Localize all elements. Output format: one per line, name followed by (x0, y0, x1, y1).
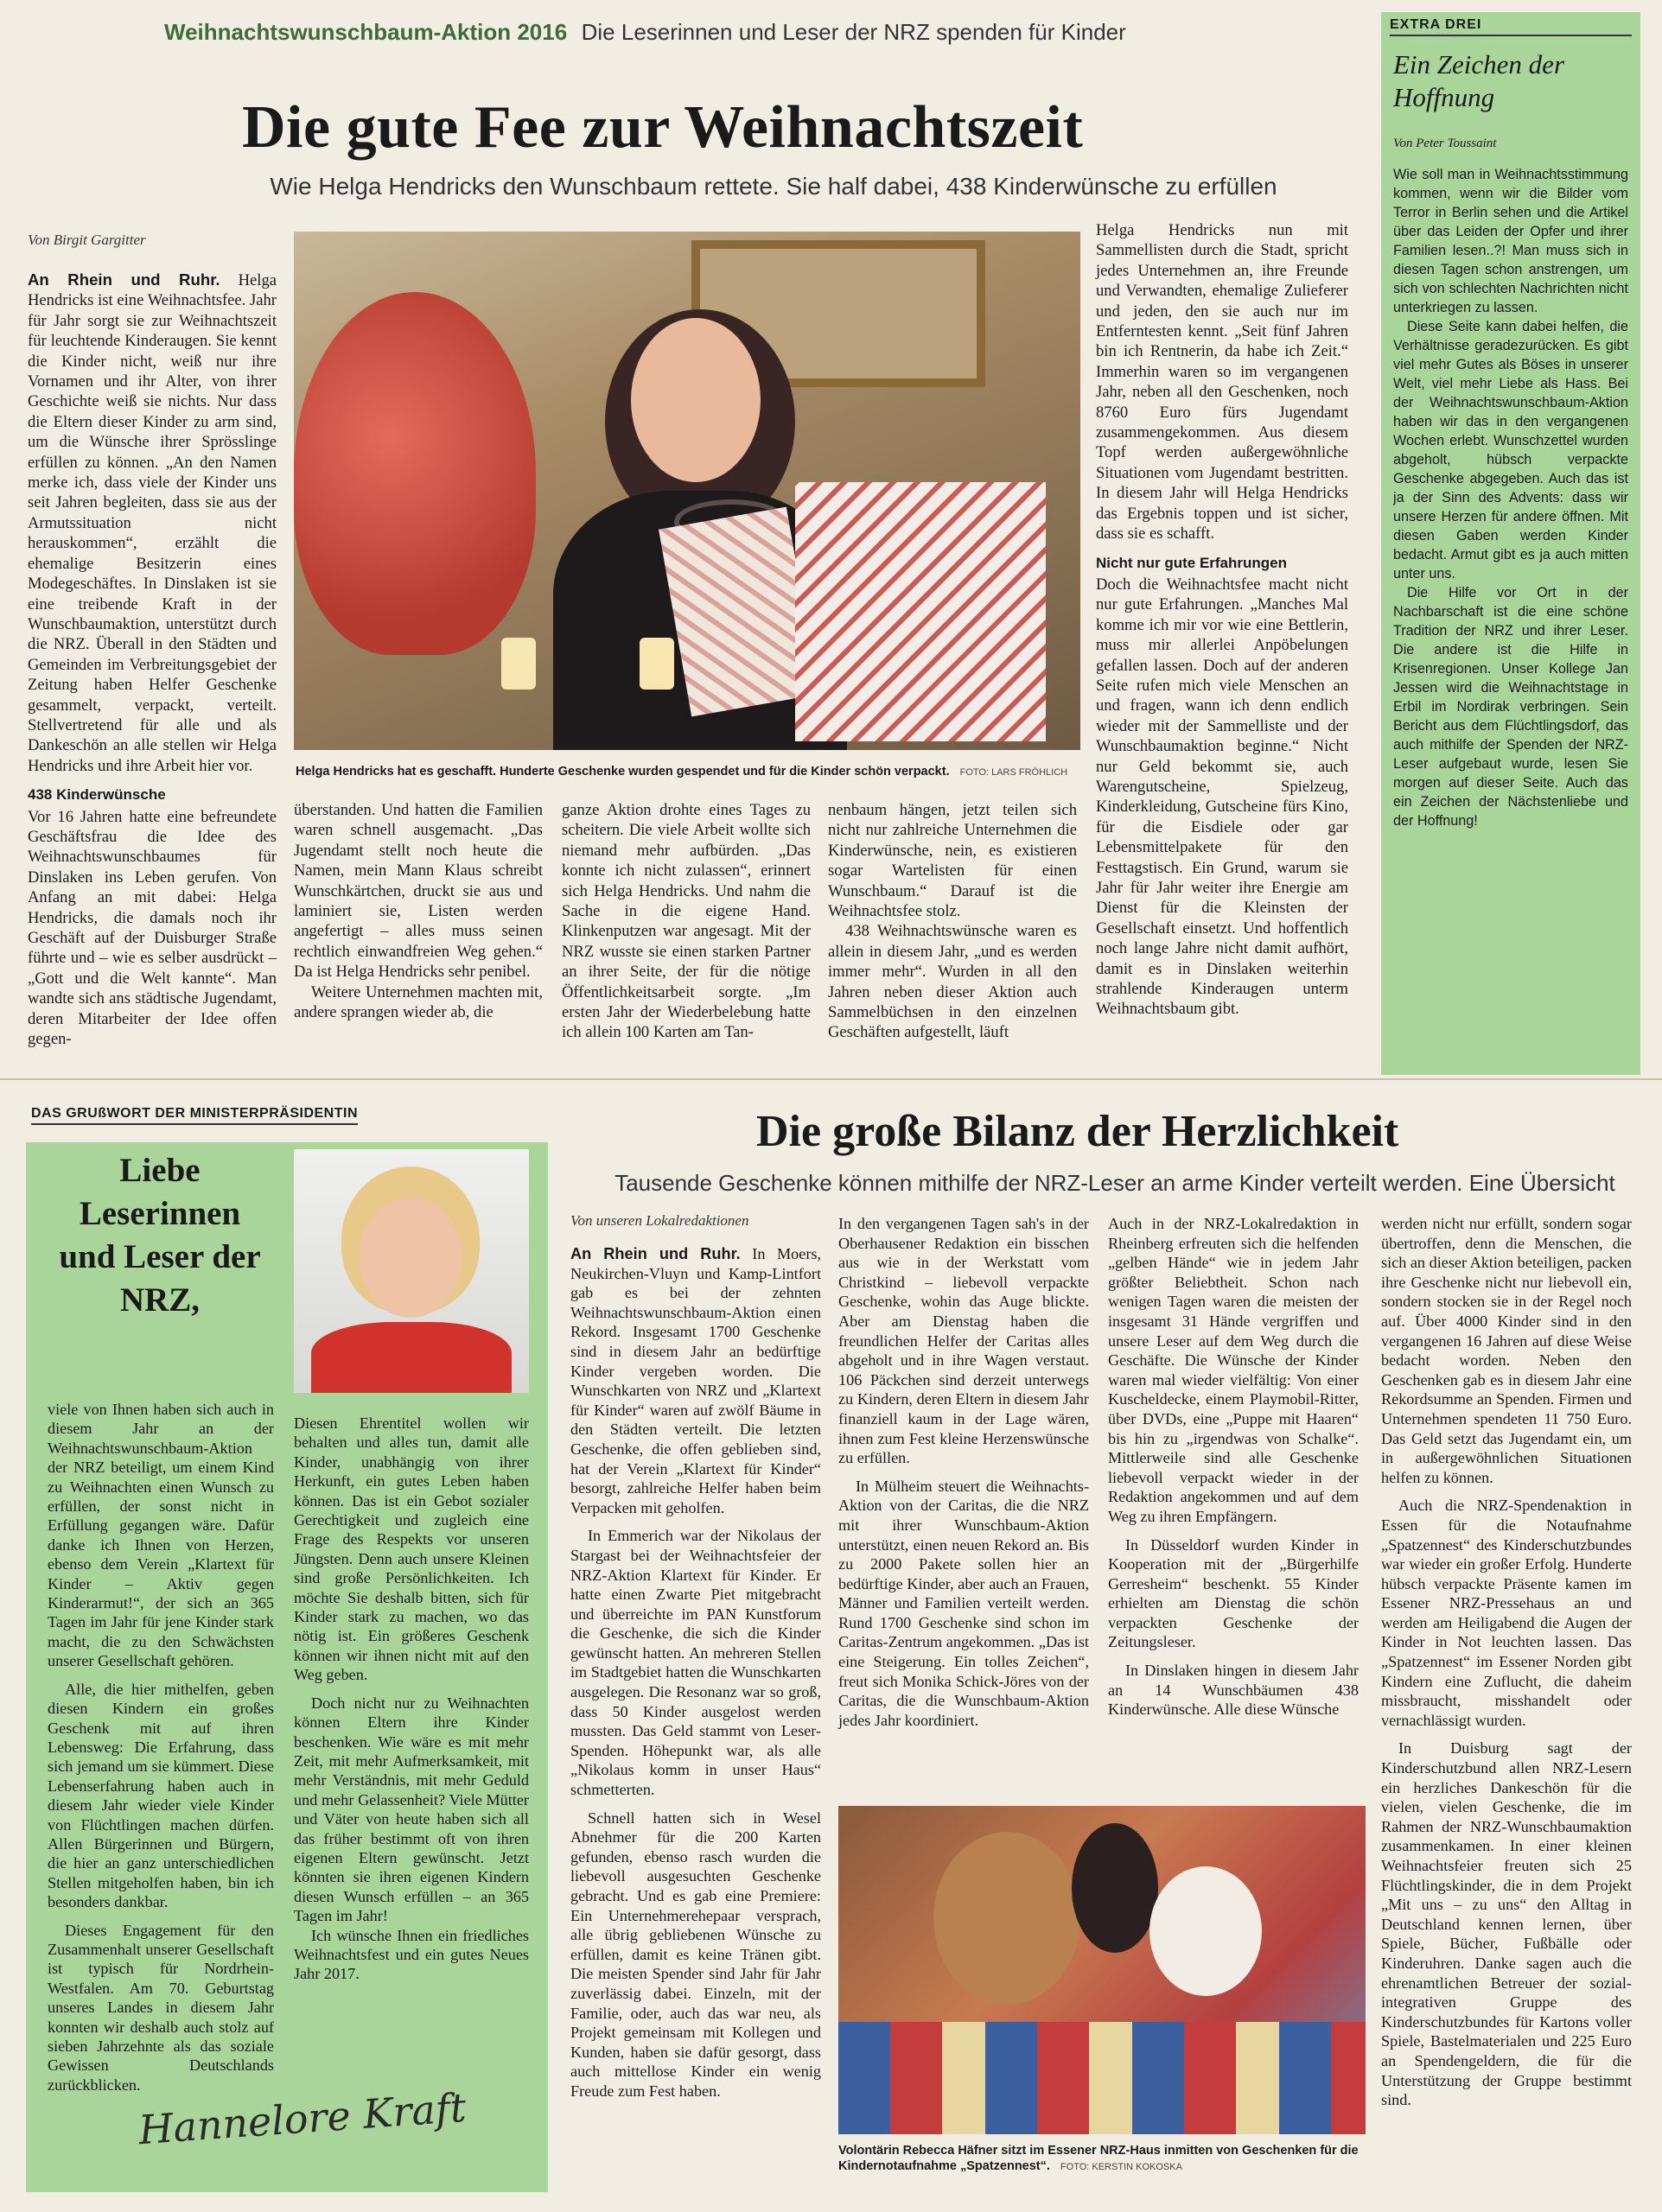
top-col2-text: überstanden. Und hatten die Familien waren schnell ausgemacht. „Das Jugendamt stellt noch heute die Namen, mein Mann Klaus schreibt Wunschkärtchen, druckt sie aus und laminiert sie, Listen werden angefertigt – alles muss seinen rechtlich einwandfreien Weg gehen.“ Da ist Helga Hendricks sehr penibel. (294, 801, 543, 982)
top-photo-caption (296, 765, 1082, 779)
top-col1-text2: Vor 16 Jahren hatte eine befreundete Geschäftsfrau die Idee des Weihnachtswunschbaumes für Dinslaken ins Leben gerufen. Von Anfang an mit dabei: Helga Hendricks, die damals noch ihr Geschäft auf der Duisburger Straße führte und – wie es selber ausdrückt – „Gott und die Welt kannte“. Man wandte sich ans städtische Jugendamt, deren Mitarbeiter der Idee offen gegen- (28, 807, 277, 1049)
extra-drei-text2: Diese Seite kann dabei helfen, die Verhältnisse geradezurücken. Es gibt viel mehr Gutes als Böses in unserer Welt, viel mehr Liebe als Hass. Bei der Weihnachtswunschbaum-Aktion haben wir das in den vergangenen Wochen erlebt. Wunschzettel wurden abgeholt, hübsch verpackte Geschenke abgegeben. Auch das ist ja der Sinn des Advents: dass wir unsere Herzen für andere öffnen. Mit diesen Gaben werden Kinder bedacht. Armut gibt es ja auch mitten unter uns. (1393, 319, 1628, 582)
bottom-headline: Die große Bilanz der Herzlichkeit (756, 1107, 1399, 1156)
bottom-photo-caption-text: Volontärin Rebecca Häfner sitzt im Essener NRZ-Haus inmitten von Geschenken für die Kindernotaufnahme „Spatzennest“. (838, 2144, 1359, 2173)
bottom-col1-lead: An Rhein und Ruhr. (570, 1245, 741, 1262)
bottom-col-2 (838, 1214, 1089, 1730)
bottom-col3-text2: In Düsseldorf wurden Kinder in Kooperation mit der „Bürgerhilfe Gerresheim“ beschenkt. 55 Kinder erhielten am Dienstag die schön verpackten Geschenke der Zeitungsleser. (1108, 1535, 1359, 1651)
top-col1-text: Helga Hendricks ist eine Weihnachtsfee. Jahr für Jahr sorgt sie zur Weihnachtszeit für leuchtende Kinderaugen. Sie kennt die Kinder nicht, weiß nur ihre Vornamen und ihr Alter, von ihrer Geschichte weiß sie nichts. Nur dass die Eltern dieser Kinder zu arm sind, um die Wünsche ihrer Sprösslinge erfüllen zu können. „An den Namen merke ich, dass viele der Kinder uns seit Jahren begleiten, dass sie aus der Armutssituation nicht herauskommen“, erzählt die ehemalige Besitzerin eines Modegeschäftes. In Dinslaken ist sie eine treibende Kraft in der Wunschbaumaktion, unterstützt durch die NRZ. Überall in den Städten und Gemeinden im Verbreitungsgebiet der Zeitung haben Helfer Geschenke gesammelt, verpackt, verteilt. Stellvertretend für alle und als Dankeschön an alle stellen wir Helga Hendricks und ihre Arbeit hier vor. (28, 271, 277, 775)
bottom-col4-text: werden nicht nur erfüllt, sondern sogar übertroffen, denn die Menschen, die sich an dieser Aktion beteiligen, packen ihre Geschenke nicht nur liebevoll ein, sondern stocken sie in der Regel noch auf. Über 4000 Kinder sind in den vergangenen 16 Jahren auf diese Weise bedacht worden. Neben den Geschenken gab es in diesem Jahr eine Rekordsumme an Spenden. Firmen und Unternehmen spendeten 11 750 Euro. Das Geld setzt das Jugendamt ein, um in außergewöhnlichen Situationen helfen zu können. (1381, 1215, 1632, 1486)
bottom-col-1 (570, 1244, 821, 2101)
top-col5-text2: Doch die Weihnachtsfee macht nicht nur gute Erfahrungen. „Manches Mal komme ich mir vor wie eine Bettlerin, muss mir allerlei Anpöbelungen gefallen lassen. Doch auf der anderen Seite rufen mich viele Menschen an und fragen, wann ich denn endlich wieder mit der Sammelliste und der Wunschbaumaktion beginne.“ Nicht nur Geld bekommt sie, auch Warengutscheine, Spielzeug, Kinderkleidung, Gutscheine fürs Kino, für die Eisdiele oder gar Lebensmittelpakete für den Festtagstisch. Ein Grund, warum sie Jahr für Jahr weiter ihre Energie am Dienst für die Kleinsten der Gesellschaft einsetzt. Und hoffentlich noch lange Jahre nicht damit aufhört, damit es in Dinslaken weiterhin strahlende Kinderaugen unterm Weihnachtsbaum gibt. (1096, 575, 1348, 1019)
bottom-col1-text3: Schnell hatten sich in Wesel Abnehmer für die 200 Karten gefunden, ebenso rasch wurden die liebevoll ausgesuchten Geschenke gebracht. Und es gab eine Premiere: Ein Unternehmerehepaar versprach, alle übrig gebliebenen Wünsche zu erfüllen, damit es keine Tränen gibt. Die meisten Spender sind Jahr für Jahr zuverlässig dabei. Einzeln, mit der Familie, oder, auch das war neu, als Projekt gemeinsam mit Kollegen und Kunden, haben sie dafür gesorgt, dass auch mittellose Kinder ein wenig Freude zum Fest haben. (570, 1808, 821, 2100)
hendricks-photo (294, 232, 1080, 750)
bottom-col2-text2: In Mülheim steuert die Weihnachts-Aktion von der Caritas, die die NRZ mit ihrer Wunschbaum-Aktion unterstützt, einen neuen Rekord an. Bis zu 2000 Pakete sollen hier an bedürftige Kinder, aber auch an Frauen, Männer und Familien verteilt werden. Rund 1700 Geschenke sind schon im Caritas-Zentrum angekommen. „Das ist eine Steigerung. Ein tolles Zeichen“, freut sich Monika Schick-Jöres von der Caritas, die die Wunschbaum-Aktion jedes Jahr koordiniert. (838, 1477, 1089, 1729)
grusswort-text4: Diesen Ehrentitel wollen wir behalten und alles tun, damit alle Kinder, unabhängig von ihrer Herkunft, ein gutes Leben haben können. Das ist ein Gebot sozialer Gerechtigkeit und zugleich eine Frage des Respekts vor unseren Jüngsten. Denn auch unsere Kleinen sind große Persönlichkeiten. Ich möchte Sie deshalb bitten, sich für Kinder stark zu machen, wo das nötig ist. Ein größeres Geschenk können wir ihnen nicht mit auf den Weg geben. (294, 1414, 529, 1684)
bottom-col3-text3: In Dinslaken hingen in diesem Jahr an 14 Wunschbäumen 438 Kinderwünsche. Alle diese Wünsche (1108, 1662, 1359, 1719)
kicker-bar (164, 19, 1374, 55)
top-photo-credit: FOTO: LARS FRÖHLICH (959, 767, 1068, 778)
grusswort-title: Liebe Leserinnen und Leser der NRZ, (59, 1152, 261, 1319)
fold-divider (0, 1078, 1662, 1080)
top-col-2 (294, 800, 543, 1022)
top-subhead: Wie Helga Hendricks den Wunschbaum rettete. Sie half dabei, 438 Kinderwünsche zu erfüllen (270, 173, 1277, 200)
bottom-col4-text3: In Duisburg sagt der Kinderschutzbund allen NRZ-Lesern ein herzliches Dankeschön für die vielen, vielen Geschenke, die im Rahmen der NRZ-Wunschbaumaktion zusammenkamen. In einer kleinen Weihnachtsfeier freuten sich 25 Flüchtlingskinder, die in dem Projekt „Mit uns – zu uns“ den Alltag in Deutschland kennen lernen, über Spiele, Bücher, Fußbälle oder Kinderuhren. Danke sagen auch die ehrenamtlichen Betreuer der sozial-integrativen Gruppe des Kinderschutzbundes für Kartons voller Spiele, Bastelmaterialen und 225 Euro an Spendengeldern, die für die Unterstützung der Gruppe bestimmt sind. (1381, 1739, 1632, 2109)
top-col5-subheading: Nicht nur gute Erfahrungen (1096, 554, 1287, 571)
top-col-3 (562, 800, 811, 1043)
bottom-photo-caption (838, 2143, 1366, 2175)
extra-drei-byline: Von Peter Toussaint (1393, 137, 1497, 150)
bottom-col2-text: In den vergangenen Tagen sah's in der Oberhausener Redaktion ein bisschen aus wie in der Werkstatt vom Christkind – liebevoll verpackte Geschenke, wohin das Auge blickte. Aber am Dienstag haben die freundlichen Helfer der Caritas alles abgeholt und in ihre Wagen verstaut. 106 Päckchen sind derzeit unterwegs zu Kindern, deren Eltern in diesem Jahr finanziell kaum in der Lage wären, ihnen zum Fest kleine Herzenswünsche zu erfüllen. (838, 1215, 1089, 1467)
top-col1-lead: An Rhein und Ruhr. (28, 270, 220, 289)
top-photo-caption-text: Helga Hendricks hat es geschafft. Hunderte Geschenke wurden gespendet und für die Kinder schön verpackt. (296, 765, 950, 779)
grusswort-text3: Dieses Engagement für den Zusammenhalt unserer Gesellschaft ist typisch für Nordrhein-Westfalen. Am 70. Geburtstag unseres Landes in diesem Jahr konnten wir deshalb auch stolz auf sieben Jahrzehnte als das soziale Gewissen Deutschlands zurückblicken. (48, 1921, 274, 2094)
bottom-byline: Von unseren Lokalredaktionen (570, 1212, 749, 1229)
bottom-col1-text: In Moers, Neukirchen-Vluyn und Kamp-Lintfort gab es bei der zehnten Weihnachtswunschbaum-Aktion einen Rekord. Insgesamt 1700 Geschenke sind in diesem Jahr an bedürftige Kinder vergeben worden. Die Wunschkarten von NRZ und „Klartext für Kinder“ waren auf zwölf Bäume in den Städten verteilt. Die letzten Geschenke, die offen geblieben sind, hat der Verein „Klartext für Kinder“ besorgt, zahlreiche Helfer haben beim Verpacken mit geholfen. (570, 1245, 821, 1516)
bottom-subhead: Tausende Geschenke können mithilfe der NRZ-Leser an arme Kinder verteilt werden. Eine Übersicht (614, 1170, 1615, 1196)
bottom-col3-text: Auch in der NRZ-Lokalredaktion in Rheinberg erfreuten sich die helfenden „gelben Hände“ wie in jedem Jahr größter Beliebtheit. Schon nach wenigen Tagen waren die meisten der insgesamt 31 Hände vergriffen und unsere Leser auf dem Weg durch die Geschäfte. Die Wünsche der Kinder waren mal wieder vielfältig: Von einer Kuscheldecke, einem Playmobil-Ritter, über DVDs, eine „Puppe mit Haaren“ bis hin zu „irgendwas von Schalke“. Mittlerweile sind alle Geschenke liebevoll verpackt wieder in der Redaktion angekommen und auf dem Weg zu ihren Empfängern. (1108, 1215, 1359, 1525)
extra-drei-label: EXTRA DREI (1390, 17, 1632, 36)
bottom-col4-text2: Auch die NRZ-Spendenaktion in Essen für die Notaufnahme „Spatzennest“ des Kinderschutzbundes war wieder ein großer Erfolg. Hunderte hübsch verpackte Präsente kamen im Essener NRZ-Pressehaus an und werden am Heiligabend die Augen der Kinder in Not leuchten lassen. Das „Spatzennest“ im Essener Norden gibt Kindern eine Zuflucht, die daheim missbraucht, misshandelt oder vernachlässigt wurden. (1381, 1497, 1632, 1729)
bottom-col1-text2: In Emmerich war der Nikolaus der Stargast bei der Weihnachtsfeier der NRZ-Aktion Klartext für Kinder. Er hatte einen Zwarte Piet mitgebracht und überreichte im PAN Kunstforum die Geschenke, die sich die Kinder gewünscht hatten. An mehreren Stellen im Stadtgebiet hatten die Wunschkarten ausgelegen. Die Resonanz war so groß, dass 50 Kinder ausgelost werden mussten. Das Geld stammt von Leser-Spenden. Höhepunkt war, als alle „Nikolaus komm in unser Haus“ schmetterten. (570, 1527, 821, 1799)
extra-drei-box (1381, 12, 1640, 1075)
grusswort-text6: Ich wünsche Ihnen ein friedliches Weihnachtsfest und ein gutes Neues Jahr 2017. (294, 1926, 529, 1983)
grusswort-col-1 (48, 1400, 274, 2094)
spatzennest-photo (838, 1806, 1366, 2134)
kicker-title: Weihnachtswunschbaum-Aktion 2016 (164, 19, 568, 45)
top-col1-subheading: 438 Kinderwünsche (28, 786, 166, 804)
bottom-col-3 (1108, 1214, 1359, 1719)
grusswort-text5: Doch nicht nur zu Weihnachten können Eltern ihre Kinder beschenken. Wie wäre es mit mehr Zeit, mit mehr Aufmerksamkeit, mit mehr Verständnis, mit mehr Geduld und mehr Gelassenheit? Viele Mütter und Väter von heute haben sich all das früher bestimmt oft von ihren eigenen Eltern gewünscht. Jetzt könnten sie ihren eigenen Kindern diesen Wunsch erfüllen – an 365 Tagen im Jahr! (294, 1694, 529, 1925)
top-col4-text2: 438 Weihnachtswünsche waren es allein in diesem Jahr, „und es werden immer mehr“. Wurden in all den Jahren neben dieser Aktion auch Sammelbüchsen in den einzelnen Geschäften aufgestellt, läuft (828, 922, 1077, 1042)
top-headline: Die gute Fee zur Weihnachtszeit (242, 94, 1084, 161)
top-col3-text: ganze Aktion drohte eines Tages zu scheitern. Die viele Arbeit wollte sich niemand mehr aufbürden. „Das konnte ich nicht zulassen“, erinnert sich Helga Hendricks. Und nahm die Sache in die eigene Hand. Klinkenputzen war angesagt. Mit der NRZ wusste sie einen starken Partner an ihrer Seite, der für die nötige Öffentlichkeitsarbeit sorgte. „Im ersten Jahr der Wiederbelebung hatte ich allein 100 Karten am Tan- (562, 801, 811, 1042)
top-col-1 (28, 270, 277, 1049)
extra-drei-body (1393, 165, 1628, 830)
grusswort-signature: Hannelore Kraft (137, 2083, 468, 2154)
extra-drei-text3: Die Hilfe vor Ort in der Nachbarschaft ist die eine schöne Tradition der NRZ und ihrer Leser. Die andere ist die Hilfe in Krisenregionen. Unser Kollege Jan Jessen wird die Weihnachtstage in Erbil im Nordirak verbringen. Sein Bericht aus dem Flüchtlingsdorf, das auch mithilfe der Spenden der NRZ-Leser aufgebaut wurde, lesen Sie morgen auf dieser Seite. Auch das ein Zeichen der Nächstenliebe und der Hoffnung! (1393, 585, 1628, 829)
bottom-col-4 (1381, 1214, 1632, 2110)
grusswort-label: DAS GRUßWORT DER MINISTERPRÄSIDENTIN (31, 1106, 358, 1125)
grusswort-text: viele von Ihnen haben sich auch in diesem Jahr an der Weihnachtswunschbaum-Aktion der NRZ beteiligt, um einem Kind zu Weihnachten einen Wunsch zu erfüllen, der sonst nicht in Erfüllung gegangen wäre. Dafür danke ich Ihnen von Herzen, ebenso dem Verein „Klartext für Kinder – Aktiv gegen Kinderarmut!“, der sich an 365 Tagen im Jahr für jene Kinder stark macht, die zu den Schwächsten unserer Gesellschaft gehören. (48, 1401, 274, 1670)
minister-photo (294, 1149, 529, 1393)
extra-drei-title: Ein Zeichen der Hoffnung (1393, 49, 1565, 112)
top-col-5 (1096, 220, 1348, 1020)
top-col4-text: nenbaum hängen, jetzt teilen sich nicht nur zahlreiche Unternehmen die Kinderwünsche, nein, es existieren sogar Wartelisten für einen Wunschbaum.“ Darauf ist die Weihnachtsfee stolz. (828, 801, 1077, 921)
top-byline: Von Birgit Gargitter (28, 232, 146, 248)
bottom-photo-credit: FOTO: KERSTIN KOKOSKA (1060, 2162, 1182, 2172)
extra-drei-text: Wie soll man in Weihnachtsstimmung kommen, wenn wir die Bilder vom Terror in Berlin sehen und die Artikel über das Leiden der Opfer und ihrer Familien lesen..?! Man muss sich in diesen Tagen schon anstrengen, um sich von schlechten Nachrichten nicht unterkriegen zu lassen. (1393, 167, 1628, 315)
top-col2-text2: Weitere Unternehmen machten mit, andere sprangen wieder ab, die (294, 982, 543, 1022)
top-col-4 (828, 800, 1077, 1043)
top-col5-text: Helga Hendricks nun mit Sammellisten durch die Stadt, spricht jedes Unternehmen an, ihre Freunde und Verwandten, ehemalige Zulieferer und jeden, den sie auch nur im Entferntesten kennt. „Seit fünf Jahren bin ich Rentnerin, da habe ich Zeit.“ Immerhin waren so im vergangenen Jahr, neben all den Geschenken, noch 8760 Euro fürs Jugendamt zusammengekommen. Aus diesem Topf werden außergewöhnliche Situationen vom Jugendamt bestritten. In diesem Jahr will Helga Hendricks das Ergebnis toppen und ist sicher, dass sie es schafft. (1096, 221, 1348, 543)
grusswort-text2: Alle, die hier mithelfen, geben diesen Kindern ein großes Geschenk mit auf ihren Lebensweg: Die Erfahrung, dass sich jemand um sie kümmert. Diese Lebenserfahrung haben auch in diesem Jahr wieder viele Kinder von Flüchtlingen machen dürfen. Allen Bürgerinnen und Bürgern, die hier an ganz unterschiedlichen Stellen mitgeholfen haben, bin ich besonders dankbar. (48, 1680, 274, 1911)
grusswort-col-2 (294, 1414, 529, 1984)
kicker-subtitle: Die Leserinnen und Leser der NRZ spenden für Kinder (581, 19, 1126, 45)
